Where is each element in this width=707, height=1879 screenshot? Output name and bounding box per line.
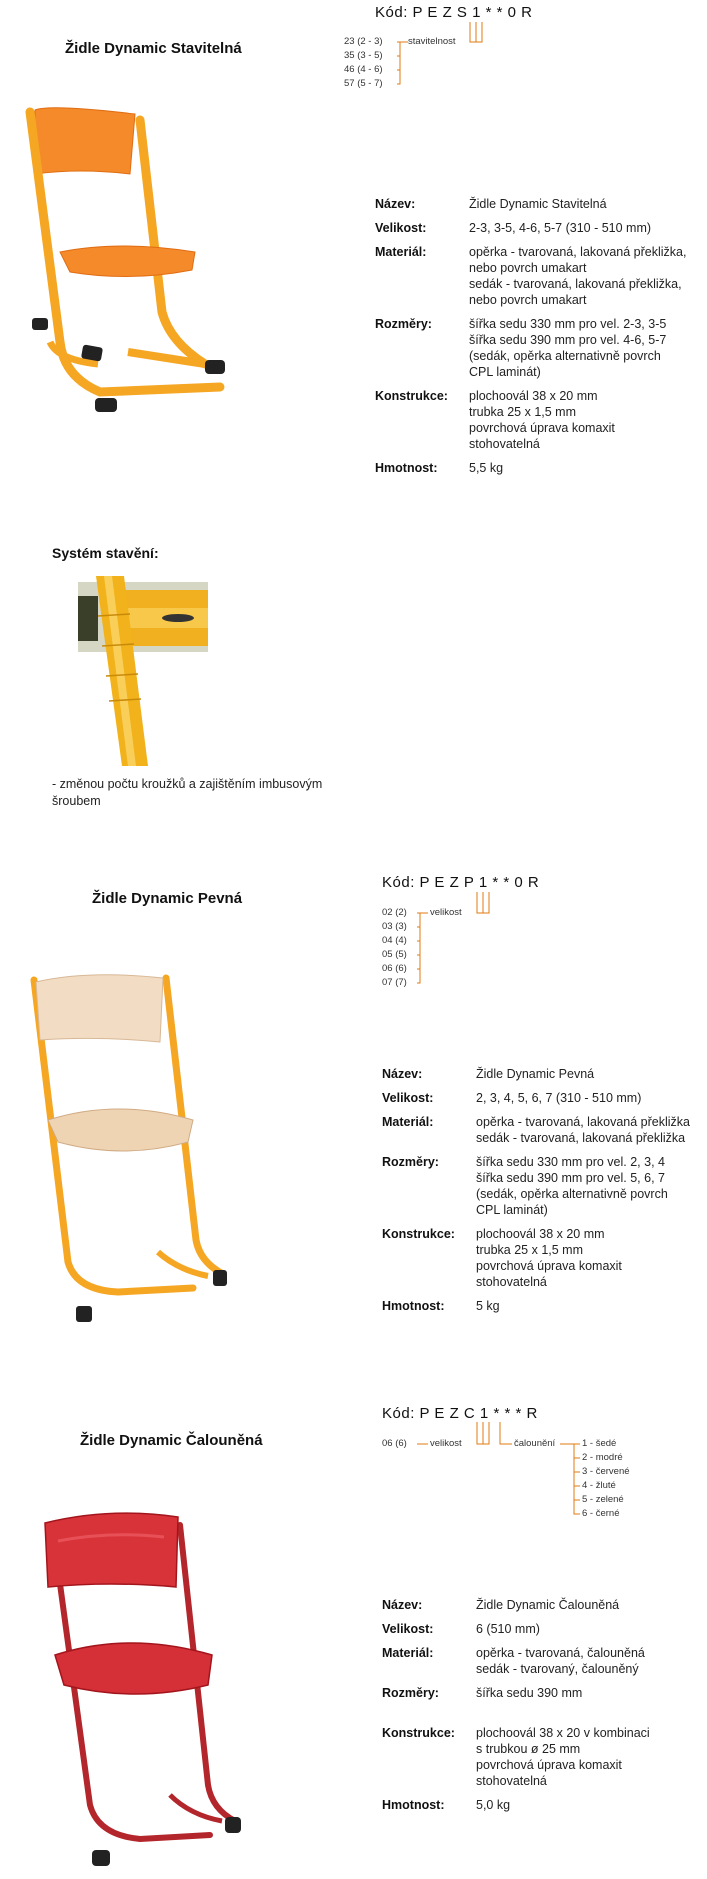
spec-value: Židle Dynamic Pevná xyxy=(476,1067,595,1081)
spec-value: Židle Dynamic Čalouněná xyxy=(476,1598,620,1612)
orange-adjustable-chair-image xyxy=(20,102,245,437)
code-option: 07 (7) xyxy=(382,977,407,988)
code-option: 06 (6) xyxy=(382,963,407,974)
spec-row xyxy=(382,1621,702,1637)
spec-row xyxy=(382,1090,702,1106)
spec-label: Název: xyxy=(375,197,416,211)
spec-label: Hmotnost: xyxy=(382,1798,445,1812)
product-3-code: Kód: P E Z C 1 * * * R xyxy=(382,1405,538,1422)
code-option: 6 - černé xyxy=(582,1508,620,1519)
spec-label: Rozměry: xyxy=(382,1686,439,1700)
spec-value: 5,5 kg xyxy=(469,461,504,475)
code-option: 57 (5 - 7) xyxy=(344,78,383,89)
spec-value: plochoovál 38 x 20 mm trubka 25 x 1,5 mm povrchová úprava komaxit stohovatelná xyxy=(476,1227,622,1289)
spec-value: šířka sedu 390 mm xyxy=(476,1686,583,1700)
code-option: 46 (4 - 6) xyxy=(344,64,383,75)
code-connector-lines xyxy=(400,890,500,990)
code-option: 1 - šedé xyxy=(582,1438,617,1449)
adjust-system-note: - změnou počtu kroužků a zajištěním imbusovým šroubem xyxy=(52,777,323,808)
spec-label: Materiál: xyxy=(375,245,427,259)
spec-value: plochoovál 38 x 20 v kombinaci s trubkou ø 25 mm povrchová úprava komaxit stohovatelná xyxy=(476,1726,650,1788)
spec-value: 2, 3, 4, 5, 6, 7 (310 - 510 mm) xyxy=(476,1091,642,1105)
code-group-label: čalounění xyxy=(514,1438,556,1449)
product-2-code: Kód: P E Z P 1 * * 0 R xyxy=(382,874,540,891)
code-group-label: velikost xyxy=(430,1438,462,1449)
spec-row xyxy=(382,1725,702,1789)
spec-label: Velikost: xyxy=(382,1622,434,1636)
code-option: 4 - žluté xyxy=(582,1480,616,1491)
code-option: 04 (4) xyxy=(382,935,407,946)
code-option: 03 (3) xyxy=(382,921,407,932)
spec-value: plochoovál 38 x 20 mm trubka 25 x 1,5 mm povrchová úprava komaxit stohovatelná xyxy=(469,389,615,451)
fixed-chair-image xyxy=(28,970,243,1330)
spec-value: opěrka - tvarovaná, lakovaná překližka sedák - tvarovaná, lakovaná překližka xyxy=(476,1115,691,1145)
spec-label: Hmotnost: xyxy=(375,461,438,475)
product-2-specs xyxy=(382,1066,702,1322)
adjust-system-heading: Systém stavění: xyxy=(52,545,159,561)
spec-row xyxy=(382,1226,702,1290)
spec-value: opěrka - tvarovaná, lakovaná překližka, nebo povrch umakart sedák - tvarovaná, lakovaná překližka, nebo povrch umakart xyxy=(469,245,687,307)
spec-row xyxy=(375,244,695,308)
code-option: 3 - červené xyxy=(582,1466,630,1477)
spec-value: šířka sedu 330 mm pro vel. 2-3, 3-5 šířka sedu 390 mm pro vel. 4-6, 5-7 (sedák, opěrka alternativně povrch CPL laminát) xyxy=(469,317,667,379)
spec-row xyxy=(382,1797,702,1813)
spec-row xyxy=(375,220,695,236)
spec-label: Rozměry: xyxy=(382,1155,439,1169)
spec-label: Velikost: xyxy=(375,221,427,235)
spec-row xyxy=(375,196,695,212)
spec-row xyxy=(382,1645,702,1677)
spec-value: opěrka - tvarovaná, čalouněná sedák - tvarovaný, čalouněný xyxy=(476,1646,645,1676)
spec-label: Konstrukce: xyxy=(382,1726,455,1740)
spec-value: 6 (510 mm) xyxy=(476,1622,540,1636)
spec-row xyxy=(375,460,695,476)
code-group-label: stavitelnost xyxy=(408,36,456,47)
code-connector-lines xyxy=(380,20,490,90)
product-3-title: Židle Dynamic Čalouněná xyxy=(80,1432,263,1449)
spec-row xyxy=(375,316,695,380)
spec-label: Velikost: xyxy=(382,1091,434,1105)
code-option: 23 (2 - 3) xyxy=(344,36,383,47)
spec-row xyxy=(382,1298,702,1314)
code-option: 35 (3 - 5) xyxy=(344,50,383,61)
spec-label: Konstrukce: xyxy=(375,389,448,403)
spec-value: Židle Dynamic Stavitelná xyxy=(469,197,607,211)
spec-label: Hmotnost: xyxy=(382,1299,445,1313)
spec-value: 5 kg xyxy=(476,1299,500,1313)
code-option: 2 - modré xyxy=(582,1452,623,1463)
code-connector-lines xyxy=(400,1420,590,1520)
spec-label: Název: xyxy=(382,1598,423,1612)
spec-label: Název: xyxy=(382,1067,423,1081)
spec-row xyxy=(382,1597,702,1613)
spec-value: 5,0 kg xyxy=(476,1798,511,1812)
code-group-label: velikost xyxy=(430,907,462,918)
code-option: 06 (6) xyxy=(382,1438,407,1449)
adjust-system-detail-photo xyxy=(78,576,208,766)
product-1-title: Židle Dynamic Stavitelná xyxy=(65,40,242,57)
product-2-title: Židle Dynamic Pevná xyxy=(92,890,243,907)
product-1-specs xyxy=(375,196,695,484)
spec-label: Materiál: xyxy=(382,1646,434,1660)
spec-row xyxy=(382,1114,702,1146)
spec-label: Materiál: xyxy=(382,1115,434,1129)
code-option: 05 (5) xyxy=(382,949,407,960)
spec-row xyxy=(382,1066,702,1082)
product-1-code: Kód: P E Z S 1 * * 0 R xyxy=(375,4,533,21)
spec-value: šířka sedu 330 mm pro vel. 2, 3, 4 šířka sedu 390 mm pro vel. 5, 6, 7 (sedák, opěrka alternativně povrch CPL laminát) xyxy=(476,1155,668,1217)
spec-label: Rozměry: xyxy=(375,317,432,331)
product-3-specs xyxy=(382,1597,702,1821)
code-option: 5 - zelené xyxy=(582,1494,624,1505)
upholstered-chair-image xyxy=(40,1505,255,1875)
spec-row xyxy=(382,1685,702,1701)
spec-row xyxy=(375,388,695,452)
code-option: 02 (2) xyxy=(382,907,407,918)
spec-row xyxy=(382,1154,702,1218)
spec-value: 2-3, 3-5, 4-6, 5-7 (310 - 510 mm) xyxy=(469,221,652,235)
spec-label: Konstrukce: xyxy=(382,1227,455,1241)
